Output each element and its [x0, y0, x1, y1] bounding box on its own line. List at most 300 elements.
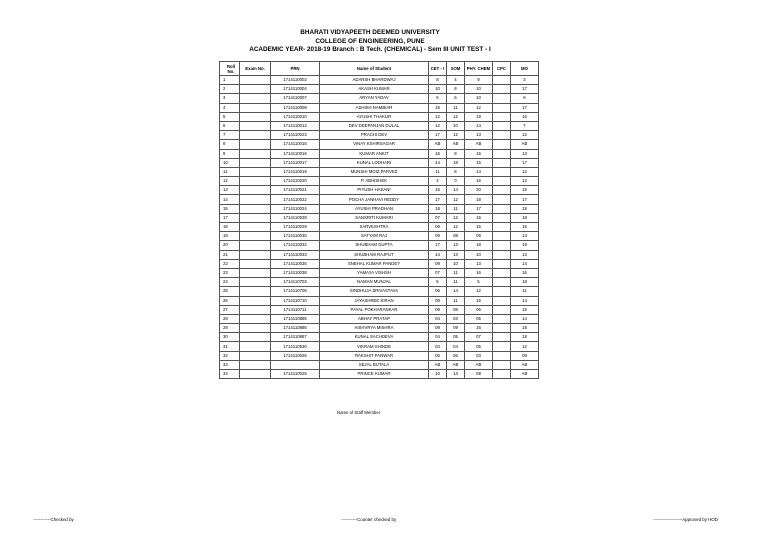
mo-mark-cell: 15 [511, 186, 539, 195]
col-roll-header: Roll No. [220, 62, 240, 76]
exam-cell [240, 140, 271, 149]
som-mark-cell: 06 [447, 351, 465, 360]
som-mark-cell: 12 [447, 112, 465, 121]
mo-mark-cell: 6 [511, 94, 539, 103]
table-row [220, 351, 539, 360]
prn-cell: 1714110004 [271, 85, 320, 94]
cet-mark-cell: 09 [429, 259, 447, 268]
table-row [220, 360, 539, 369]
phychem-mark-cell: 03 [465, 351, 493, 360]
student-name-cell: SNEHAL KUMAR PANDEY [320, 259, 429, 268]
phychem-mark-cell: AB [465, 360, 493, 369]
student-name-cell: PAYAL POKHARANKAR [320, 305, 429, 314]
student-name-cell: P. ABHISHEK [320, 177, 429, 186]
student-name-cell: PIYUSH HASANI [320, 186, 429, 195]
exam-cell [240, 177, 271, 186]
som-mark-cell: 10 [447, 259, 465, 268]
table-row [220, 186, 539, 195]
cpc-mark-cell [493, 167, 511, 176]
phychem-mark-cell: 17 [465, 204, 493, 213]
exam-cell [240, 296, 271, 305]
som-mark-cell: 12 [447, 195, 465, 204]
table-row [220, 204, 539, 213]
mo-mark-cell: 12 [511, 167, 539, 176]
prn-cell: 1714110885 [271, 314, 320, 323]
roll-cell: 3 [220, 94, 240, 103]
mo-mark-cell: 3 [511, 76, 539, 85]
student-name-cell: RAKSHIT PANWAR [320, 351, 429, 360]
table-row [220, 324, 539, 333]
cet-mark-cell: 04 [429, 314, 447, 323]
cet-mark-cell: 6 [429, 94, 447, 103]
som-mark-cell: 13 [447, 370, 465, 379]
roll-cell: 32 [220, 351, 240, 360]
som-mark-cell: 08 [447, 305, 465, 314]
roll-cell: 21 [220, 250, 240, 259]
student-name-cell: YAMAYA VISHSH [320, 268, 429, 277]
mo-mark-cell: 19 [511, 241, 539, 250]
staff-label: Name of Staff Member [337, 410, 381, 415]
cpc-mark-cell [493, 342, 511, 351]
col-name-header: Name of Student [320, 62, 429, 76]
phychem-mark-cell: AB [465, 140, 493, 149]
exam-cell [240, 370, 271, 379]
roll-cell: 30 [220, 333, 240, 342]
table-row [220, 296, 539, 305]
table-row [220, 223, 539, 232]
student-name-cell: AKASH KUMAR [320, 85, 429, 94]
prn-cell [271, 360, 320, 369]
prn-cell: 1714110025 [271, 370, 320, 379]
mo-mark-cell: 16 [511, 112, 539, 121]
cet-mark-cell: 09 [429, 324, 447, 333]
student-name-cell: SHUBHAM GUPTA [320, 241, 429, 250]
exam-cell [240, 268, 271, 277]
phychem-mark-cell: 15 [465, 213, 493, 222]
phychem-mark-cell: 12 [465, 287, 493, 296]
cet-mark-cell: AB [429, 360, 447, 369]
student-name-cell: ABHAY PRATAP [320, 314, 429, 323]
cpc-mark-cell [493, 259, 511, 268]
roll-cell: 11 [220, 167, 240, 176]
roll-cell: 20 [220, 241, 240, 250]
som-mark-cell: 11 [447, 278, 465, 287]
exam-cell [240, 259, 271, 268]
som-mark-cell: 12 [447, 131, 465, 140]
cpc-mark-cell [493, 177, 511, 186]
cpc-mark-cell [493, 121, 511, 130]
prn-cell: 1714110710 [271, 296, 320, 305]
table-row [220, 76, 539, 85]
phychem-mark-cell: 10 [465, 250, 493, 259]
mo-mark-cell: 14 [511, 296, 539, 305]
cet-mark-cell: 04 [429, 333, 447, 342]
exam-cell [240, 76, 271, 85]
roll-cell: 19 [220, 232, 240, 241]
mo-mark-cell: 13 [511, 149, 539, 158]
table-row [220, 287, 539, 296]
phychem-mark-cell: 16 [465, 158, 493, 167]
exam-cell [240, 149, 271, 158]
student-name-cell: AISHVRYA MISHRA [320, 324, 429, 333]
table-row [220, 213, 539, 222]
cet-mark-cell: 8 [429, 76, 447, 85]
roll-cell: 31 [220, 342, 240, 351]
prn-cell: 1714110019 [271, 167, 320, 176]
cet-mark-cell: 04 [429, 342, 447, 351]
cet-mark-cell: 07 [429, 268, 447, 277]
roll-cell: 29 [220, 324, 240, 333]
roll-cell: 2 [220, 85, 240, 94]
table-row [220, 278, 539, 287]
exam-cell [240, 94, 271, 103]
exam-cell [240, 186, 271, 195]
mo-mark-cell: 09 [511, 351, 539, 360]
phychem-mark-cell: 5 [465, 278, 493, 287]
cet-mark-cell: 07 [429, 213, 447, 222]
cet-mark-cell: 09 [429, 305, 447, 314]
mo-mark-cell: AB [511, 140, 539, 149]
table-body [220, 76, 539, 379]
som-mark-cell: 03 [447, 314, 465, 323]
student-name-cell: SINDHUJA SRIVASTAVA [320, 287, 429, 296]
mo-mark-cell: 7 [511, 121, 539, 130]
university-title: BHARATI VIDYAPEETH DEEMED UNIVERSITY [300, 29, 440, 36]
phychem-mark-cell: 10 [465, 94, 493, 103]
cet-mark-cell: 16 [429, 186, 447, 195]
phychem-mark-cell: 18 [465, 195, 493, 204]
cpc-mark-cell [493, 149, 511, 158]
table-header-row [220, 62, 539, 76]
phychem-mark-cell: 10 [465, 85, 493, 94]
col-cet-header: CET - I [429, 62, 447, 76]
som-mark-cell: AB [447, 360, 465, 369]
prn-cell: 1714110026 [271, 351, 320, 360]
mo-mark-cell: 18 [511, 324, 539, 333]
prn-cell: 1714110028 [271, 213, 320, 222]
cpc-mark-cell [493, 186, 511, 195]
table-row [220, 140, 539, 149]
exam-cell [240, 112, 271, 121]
cet-mark-cell: 10 [429, 370, 447, 379]
mo-mark-cell: 13 [511, 250, 539, 259]
table-row [220, 232, 539, 241]
cpc-mark-cell [493, 333, 511, 342]
roll-cell: 12 [220, 177, 240, 186]
exam-cell [240, 121, 271, 130]
cpc-mark-cell [493, 195, 511, 204]
table-row [220, 370, 539, 379]
roll-cell: 13 [220, 186, 240, 195]
table-row [220, 195, 539, 204]
prn-cell: 1714110706 [271, 287, 320, 296]
roll-cell: 10 [220, 158, 240, 167]
col-exam-header: Exam No. [240, 62, 271, 76]
roll-cell: 14 [220, 195, 240, 204]
mo-mark-cell: 13 [511, 232, 539, 241]
student-name-cell: POCHA JANHAVI REDDY [320, 195, 429, 204]
som-mark-cell: 04 [447, 342, 465, 351]
mo-mark-cell: 17 [511, 85, 539, 94]
phychem-mark-cell: 18 [465, 241, 493, 250]
roll-cell: 17 [220, 213, 240, 222]
checked-by: ------------Checked by [33, 517, 74, 522]
exam-cell [240, 287, 271, 296]
table-row [220, 177, 539, 186]
exam-cell [240, 85, 271, 94]
cet-mark-cell: 06 [429, 287, 447, 296]
roll-cell: 22 [220, 259, 240, 268]
exam-cell [240, 204, 271, 213]
som-mark-cell: 14 [447, 186, 465, 195]
exam-cell [240, 324, 271, 333]
mo-mark-cell: 17 [511, 103, 539, 112]
som-mark-cell: 8 [447, 85, 465, 94]
mo-mark-cell: 17 [511, 158, 539, 167]
cpc-mark-cell [493, 314, 511, 323]
cet-mark-cell: 11 [429, 167, 447, 176]
cpc-mark-cell [493, 305, 511, 314]
student-name-cell: KUNAL LODHARI [320, 158, 429, 167]
roll-cell: 27 [220, 305, 240, 314]
col-phychem-header: PHY. CHEM [465, 62, 493, 76]
prn-cell: 1714110022 [271, 195, 320, 204]
table-row [220, 131, 539, 140]
phychem-mark-cell: 15 [465, 223, 493, 232]
table-row [220, 305, 539, 314]
prn-cell: 1714110032 [271, 241, 320, 250]
table-row [220, 149, 539, 158]
cpc-mark-cell [493, 85, 511, 94]
exam-cell [240, 103, 271, 112]
cpc-mark-cell [493, 370, 511, 379]
som-mark-cell: 8 [447, 167, 465, 176]
som-mark-cell: 05 [447, 333, 465, 342]
cpc-mark-cell [493, 278, 511, 287]
cet-mark-cell: 17 [429, 131, 447, 140]
cet-mark-cell: 09 [429, 232, 447, 241]
prn-cell: 1714110020 [271, 177, 320, 186]
phychem-mark-cell: 08 [465, 370, 493, 379]
cpc-mark-cell [493, 213, 511, 222]
phychem-mark-cell: 14 [465, 167, 493, 176]
table-row [220, 121, 539, 130]
phychem-mark-cell: 16 [465, 324, 493, 333]
cpc-mark-cell [493, 112, 511, 121]
cpc-mark-cell [493, 131, 511, 140]
student-name-cell: SARVESHTRA [320, 223, 429, 232]
roll-cell: 8 [220, 140, 240, 149]
cpc-mark-cell [493, 94, 511, 103]
prn-cell: 1714110016 [271, 149, 320, 158]
table-row [220, 259, 539, 268]
counter-checked-by: -----------Counter checked by [341, 517, 397, 522]
student-name-cell: KUNAL SACHDEVA [320, 333, 429, 342]
roll-cell: 18 [220, 223, 240, 232]
prn-cell: 1714110002 [271, 76, 320, 85]
phychem-mark-cell: 13 [465, 259, 493, 268]
phychem-mark-cell: 20 [465, 186, 493, 195]
som-mark-cell: AB [447, 140, 465, 149]
phychem-mark-cell: 19 [465, 112, 493, 121]
som-mark-cell: 18 [447, 158, 465, 167]
phychem-mark-cell: 15 [465, 296, 493, 305]
table-row [220, 268, 539, 277]
som-mark-cell: 10 [447, 121, 465, 130]
prn-cell: 1714110711 [271, 305, 320, 314]
student-name-cell: ASHISH NAMBIAR [320, 103, 429, 112]
document-header [200, 29, 540, 55]
prn-cell: 1714110887 [271, 333, 320, 342]
cpc-mark-cell [493, 103, 511, 112]
col-prn-header: PRN [271, 62, 320, 76]
prn-cell: 1714110012 [271, 121, 320, 130]
exam-cell [240, 278, 271, 287]
table-row [220, 241, 539, 250]
mo-mark-cell: 14 [511, 259, 539, 268]
cpc-mark-cell [493, 324, 511, 333]
roll-cell: 15 [220, 204, 240, 213]
table-row [220, 94, 539, 103]
student-name-cell: VINAY KSHIRSAGAR [320, 140, 429, 149]
cpc-mark-cell [493, 76, 511, 85]
roll-cell: 1 [220, 76, 240, 85]
som-mark-cell: 9 [447, 149, 465, 158]
prn-cell: 1714110886 [271, 324, 320, 333]
student-name-cell: JAYASHREE KIRAN [320, 296, 429, 305]
mo-mark-cell: 12 [511, 131, 539, 140]
roll-cell: 26 [220, 296, 240, 305]
student-name-cell: AYUSHI PRADHAN [320, 204, 429, 213]
cet-mark-cell: 09 [429, 223, 447, 232]
cpc-mark-cell [493, 287, 511, 296]
prn-cell: 1714110024 [271, 204, 320, 213]
college-title: COLLEGE OF ENGINEERING, PUNE [315, 37, 425, 45]
phychem-mark-cell: 15 [465, 149, 493, 158]
mo-mark-cell: 14 [511, 314, 539, 323]
cpc-mark-cell [493, 232, 511, 241]
student-name-cell: SHUBHAM RAJPUT [320, 250, 429, 259]
exam-cell [240, 241, 271, 250]
exam-cell [240, 195, 271, 204]
cet-mark-cell: 12 [429, 121, 447, 130]
phychem-mark-cell: 16 [465, 268, 493, 277]
marks-table [219, 61, 539, 379]
roll-cell: 28 [220, 314, 240, 323]
student-name-cell: PRACHI DEV [320, 131, 429, 140]
exam-cell [240, 158, 271, 167]
mo-mark-cell: AB [511, 370, 539, 379]
roll-cell: 9 [220, 149, 240, 158]
som-mark-cell: 09 [447, 324, 465, 333]
student-name-cell: PRINCE KUMAR [320, 370, 429, 379]
student-name-cell: ADARSH BHARDWAJ [320, 76, 429, 85]
cet-mark-cell: 14 [429, 158, 447, 167]
roll-cell: 7 [220, 131, 240, 140]
som-mark-cell: 5 [447, 94, 465, 103]
exam-cell [240, 351, 271, 360]
roll-cell: 33 [220, 360, 240, 369]
prn-cell: 1714110029 [271, 223, 320, 232]
phychem-mark-cell: 07 [465, 333, 493, 342]
exam-cell [240, 213, 271, 222]
mo-mark-cell: 12 [511, 177, 539, 186]
cet-mark-cell: 16 [429, 149, 447, 158]
mo-mark-cell: 15 [511, 305, 539, 314]
student-name-cell: MUNSHI MOIZ PARVEZ [320, 167, 429, 176]
mo-mark-cell: 17 [511, 195, 539, 204]
cet-mark-cell: 10 [429, 85, 447, 94]
exam-cell [240, 314, 271, 323]
prn-cell: 1714110015 [271, 140, 320, 149]
roll-cell: 5 [220, 112, 240, 121]
roll-cell: 34 [220, 370, 240, 379]
prn-cell: 1714110030 [271, 232, 320, 241]
cpc-mark-cell [493, 351, 511, 360]
table-row [220, 103, 539, 112]
cet-mark-cell: 14 [429, 250, 447, 259]
som-mark-cell: 13 [447, 250, 465, 259]
student-name-cell: KUMAR ANKIT [320, 149, 429, 158]
cpc-mark-cell [493, 241, 511, 250]
cpc-mark-cell [493, 250, 511, 259]
exam-cell [240, 232, 271, 241]
cet-mark-cell: 4 [429, 177, 447, 186]
som-mark-cell: 4 [447, 76, 465, 85]
table-row [220, 342, 539, 351]
student-name-cell: VIKRAM SHINDE [320, 342, 429, 351]
student-name-cell: SEJAL BUTALA [320, 360, 429, 369]
cpc-mark-cell [493, 268, 511, 277]
cet-mark-cell: 12 [429, 112, 447, 121]
cet-mark-cell: 5 [429, 278, 447, 287]
som-mark-cell: 11 [447, 103, 465, 112]
exam-cell [240, 305, 271, 314]
phychem-mark-cell: 13 [465, 131, 493, 140]
phychem-mark-cell: 05 [465, 342, 493, 351]
phychem-mark-cell: 16 [465, 177, 493, 186]
som-mark-cell: 11 [447, 268, 465, 277]
som-mark-cell: 11 [447, 204, 465, 213]
som-mark-cell: 08 [447, 232, 465, 241]
som-mark-cell: 14 [447, 287, 465, 296]
student-name-cell: AYUSHI THAKUR [320, 112, 429, 121]
cet-mark-cell: AB [429, 140, 447, 149]
exam-cell [240, 223, 271, 232]
prn-cell: 1714110023 [271, 131, 320, 140]
student-name-cell: ARYAN YADAV [320, 94, 429, 103]
table-row [220, 250, 539, 259]
prn-cell: 1714110033 [271, 250, 320, 259]
exam-cell [240, 167, 271, 176]
phychem-mark-cell: 06 [465, 305, 493, 314]
exam-cell [240, 131, 271, 140]
exam-cell [240, 342, 271, 351]
prn-cell: 1714110007 [271, 94, 320, 103]
table-row [220, 158, 539, 167]
som-mark-cell: 12 [447, 223, 465, 232]
cet-mark-cell: 17 [429, 241, 447, 250]
roll-cell: 23 [220, 268, 240, 277]
col-cpc-header: CPC [493, 62, 511, 76]
roll-cell: 25 [220, 287, 240, 296]
mo-mark-cell: 11 [511, 287, 539, 296]
exam-cell [240, 333, 271, 342]
phychem-mark-cell: 9 [465, 76, 493, 85]
cpc-mark-cell [493, 204, 511, 213]
mo-mark-cell: 16 [511, 223, 539, 232]
prn-cell: 1714110035 [271, 259, 320, 268]
